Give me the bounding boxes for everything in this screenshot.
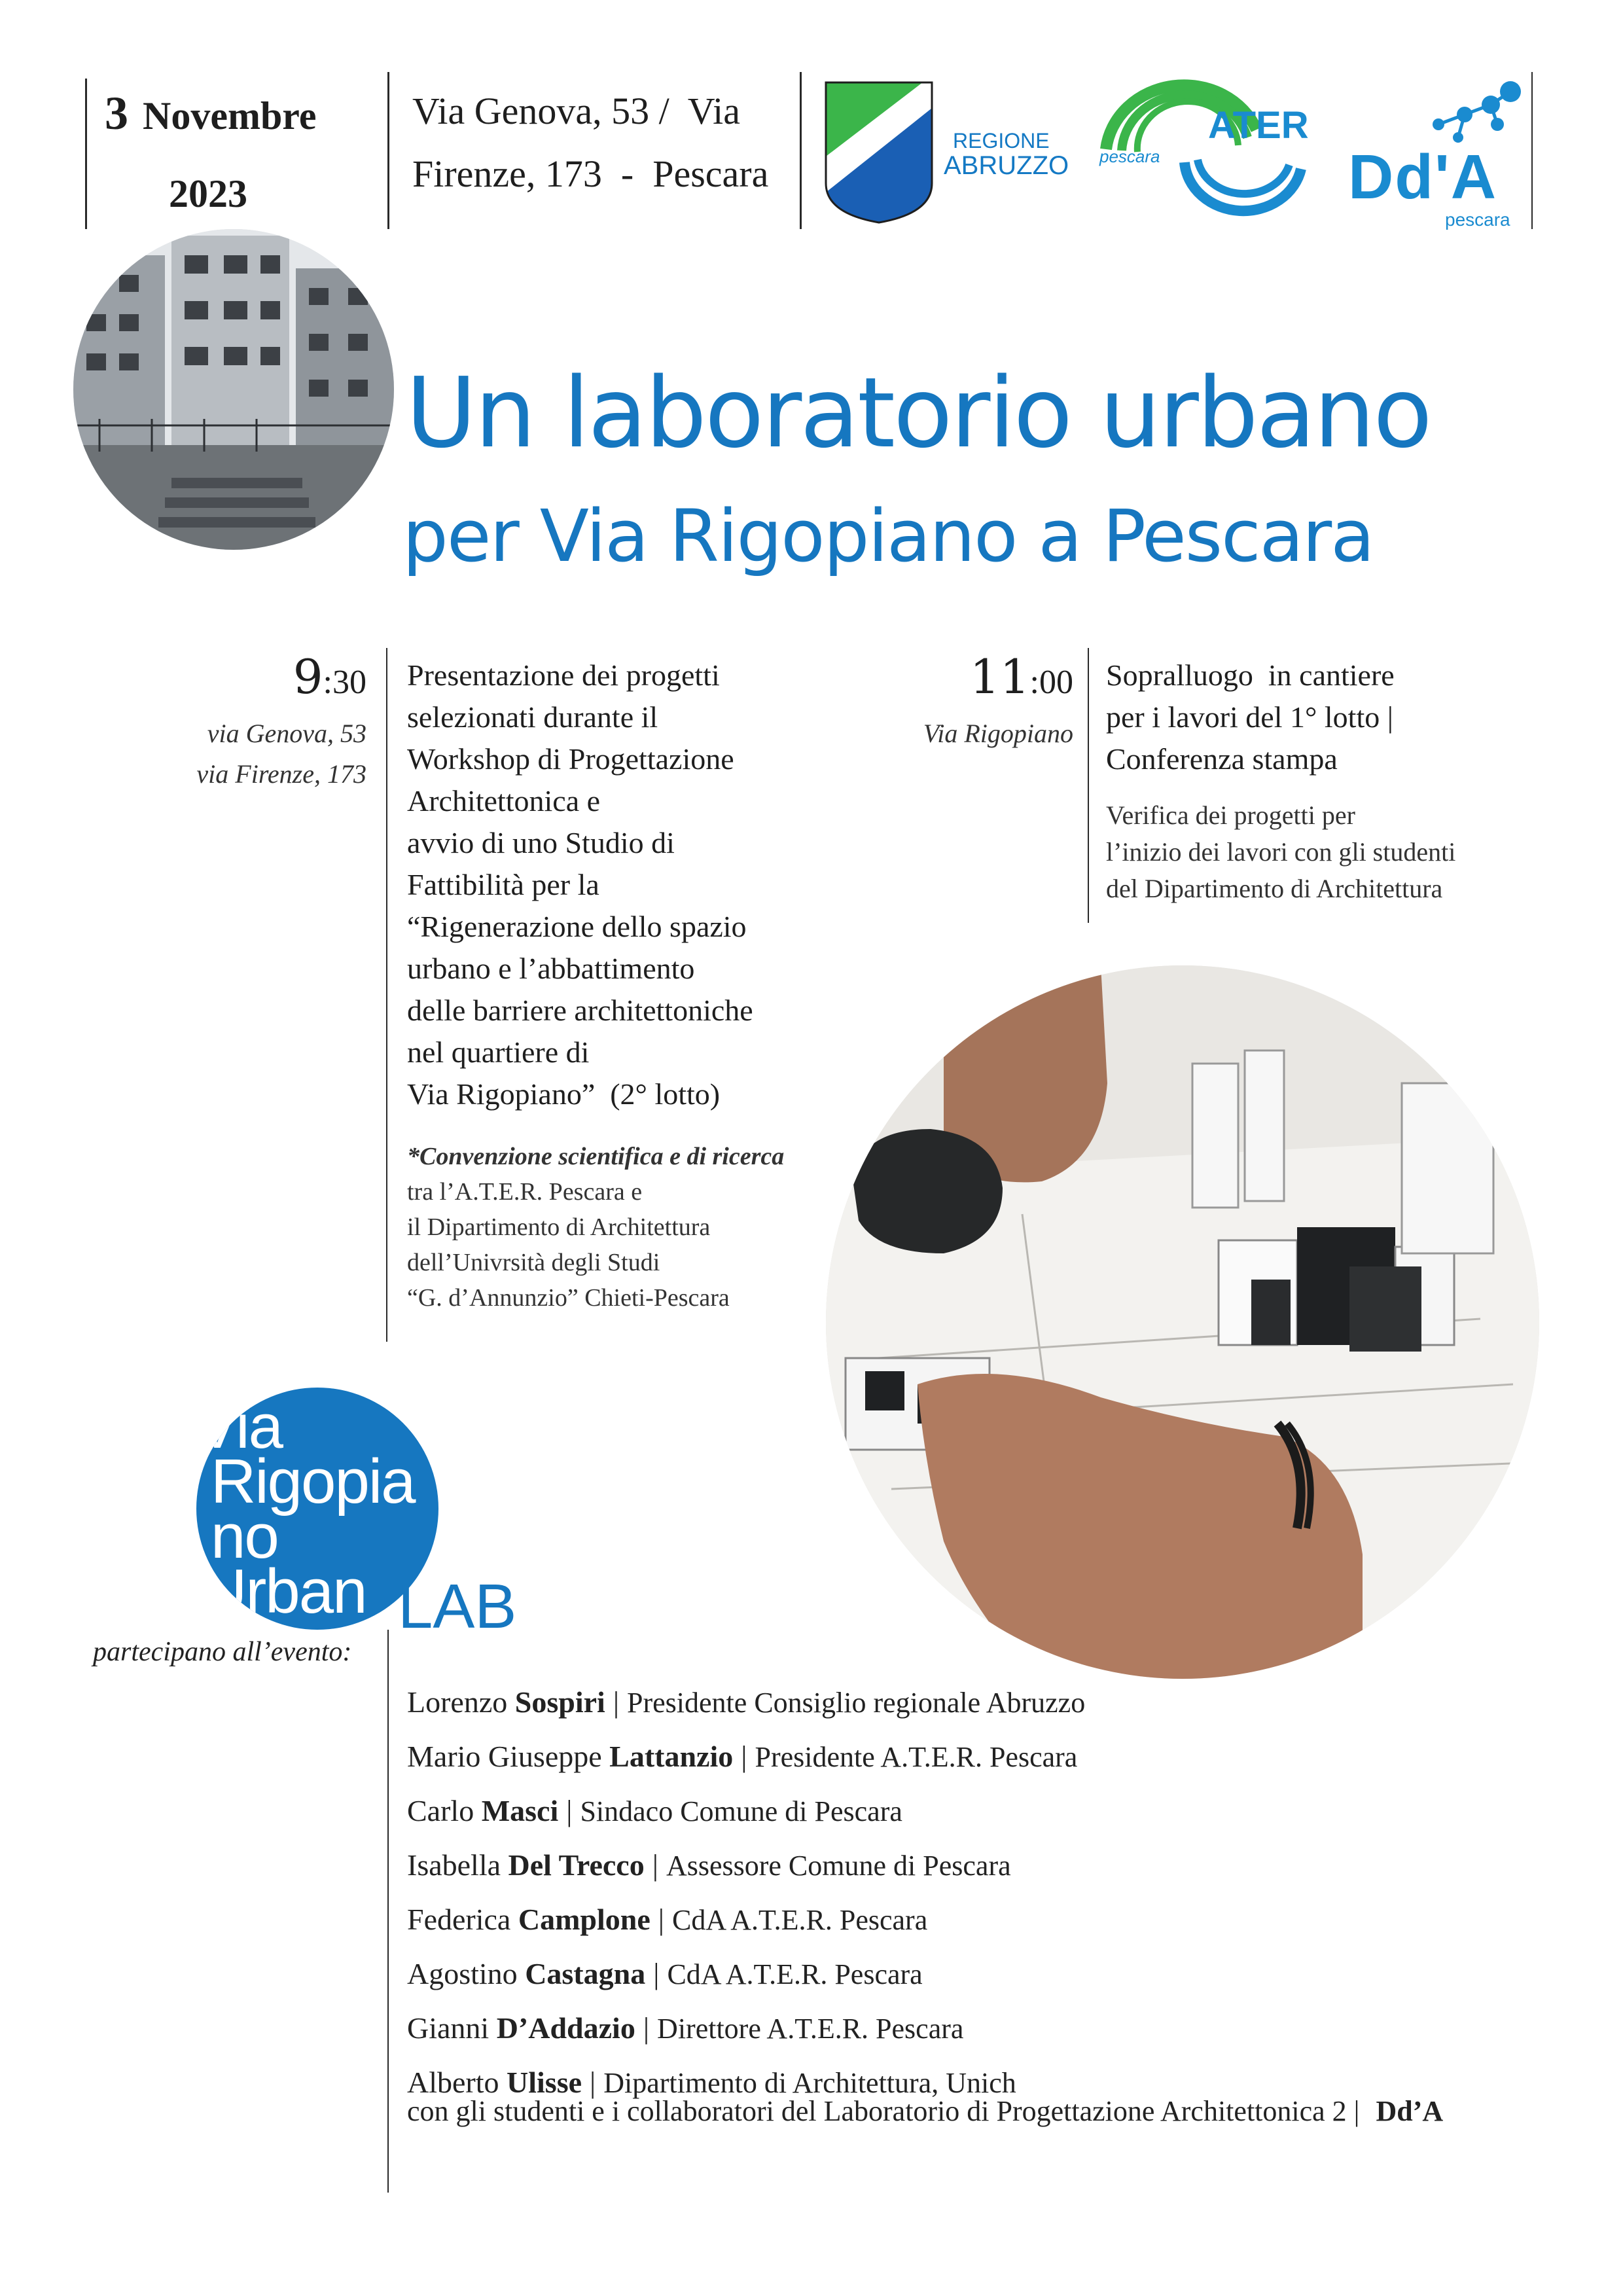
participant-separator: |: [653, 1957, 660, 1990]
participant-separator: |: [566, 1794, 573, 1827]
session1-description: [407, 655, 865, 1316]
participant-name: Carlo: [407, 1794, 482, 1827]
participant-role: Presidente A.T.E.R. Pescara: [755, 1741, 1078, 1773]
participant-row: [407, 1676, 1585, 1730]
session1-text-line: Fattibilità per la: [407, 868, 599, 901]
workshop-photo: [826, 965, 1539, 1679]
header-divider-far-right: [1531, 72, 1533, 229]
urbanlab-suffix: LAB: [398, 1571, 517, 1641]
session1-text-line: Workshop di Progettazione: [407, 742, 734, 776]
ater-name: ATER: [1208, 104, 1309, 147]
regione-line1: REGIONE: [953, 129, 1050, 152]
header-divider-middle: [387, 72, 389, 229]
main-title: Un laboratorio urbano: [406, 357, 1431, 469]
participant-surname: Lattanzio: [609, 1740, 734, 1773]
participant-name: Gianni: [407, 2011, 497, 2045]
participant-row: [407, 2001, 1585, 2056]
ater-city: pescara: [1099, 147, 1160, 166]
session1-text-line: avvio di uno Studio di: [407, 826, 675, 859]
building-photo: [73, 229, 394, 550]
header-divider-left: [85, 79, 87, 229]
architecture-model-illustration: [826, 965, 1539, 1679]
session1-text-line: Via Rigopiano” (2° lotto): [407, 1077, 721, 1111]
session2-text-line: Conferenza stampa: [1106, 742, 1338, 776]
participant-role: CdA A.T.E.R. Pescara: [671, 1904, 928, 1936]
participant-surname: Del Trecco: [508, 1848, 645, 1882]
session1-text-line: Presentazione dei progetti: [407, 658, 720, 692]
dda-pescara-logo: [1347, 79, 1543, 236]
event-date: [105, 77, 380, 225]
session1-location-line2: via Firenze, 173: [196, 759, 366, 789]
session1-minutes: :30: [323, 664, 366, 701]
participant-name: Agostino: [407, 1957, 526, 1990]
regione-abruzzo-logo: [823, 80, 1069, 230]
participant-row: [407, 1947, 1585, 2001]
convention-text-line: “G. d’Annunzio” Chieti-Pescara: [407, 1284, 730, 1312]
session2-hour: 11: [969, 649, 1030, 704]
dda-city: pescara: [1445, 209, 1510, 230]
address-line1: Via Genova, 53 / Via: [412, 90, 740, 132]
session1-text-line: selezionati durante il: [407, 700, 658, 734]
participant-name: Federica: [407, 1903, 518, 1936]
ater-pescara-logo: [1093, 77, 1335, 234]
convention-title: *Convenzione scientifica e di ricerca: [407, 1143, 785, 1170]
participant-separator: |: [643, 2011, 650, 2045]
participant-role: Presidente Consiglio regionale Abruzzo: [627, 1687, 1086, 1719]
session2-divider: [1088, 648, 1089, 923]
session2-time: [903, 649, 1073, 704]
participant-surname: Camplone: [518, 1903, 651, 1936]
participant-row: [407, 1784, 1585, 1839]
participant-role: CdA A.T.E.R. Pescara: [667, 1958, 923, 1990]
closing-line: [407, 2094, 1443, 2128]
participant-name: Alberto: [407, 2066, 507, 2099]
convention-text-line: dell’Univrsità degli Studi: [407, 1249, 660, 1276]
main-subtitle: per Via Rigopiano a Pescara: [402, 494, 1374, 578]
session2-location: Via Rigopiano: [923, 719, 1073, 748]
participant-role: Direttore A.T.E.R. Pescara: [657, 2013, 964, 2045]
session2-subtext-line: l’inizio dei lavori con gli studenti: [1106, 837, 1456, 867]
participant-surname: Castagna: [525, 1957, 646, 1990]
header-divider-right: [800, 72, 802, 229]
session1-text-line: “Rigenerazione dello spazio: [407, 910, 747, 943]
participant-name: Isabella: [407, 1848, 508, 1882]
regione-line2: ABRUZZO: [944, 151, 1069, 180]
participants-intro: partecipano all’evento:: [93, 1637, 352, 1667]
participant-surname: Sospiri: [514, 1685, 605, 1719]
session2-subtext-line: Verifica dei progetti per: [1106, 800, 1355, 830]
participant-role: Assessore Comune di Pescara: [666, 1850, 1011, 1882]
convention-note: [407, 1139, 865, 1316]
session1-text-line: nel quartiere di: [407, 1035, 590, 1069]
date-month: Novembre: [143, 94, 317, 137]
event-address: [412, 80, 805, 206]
session1-location-line1: via Genova, 53: [207, 719, 366, 748]
closing-bold: Dd’A: [1376, 2095, 1444, 2127]
participant-surname: Masci: [481, 1794, 559, 1827]
session1-text-line: Architettonica e: [407, 784, 601, 817]
participants-divider: [387, 1630, 389, 2193]
session1-location: [105, 713, 366, 795]
participant-row: [407, 1893, 1585, 1947]
session1-divider: [386, 648, 387, 1342]
apartment-buildings-illustration: [73, 229, 394, 550]
convention-text-line: il Dipartimento di Architettura: [407, 1213, 711, 1241]
participant-role: Sindaco Comune di Pescara: [580, 1795, 902, 1827]
session2-minutes: :00: [1029, 664, 1073, 701]
participants-list: [407, 1676, 1585, 2110]
convention-text-line: tra l’A.T.E.R. Pescara e: [407, 1178, 643, 1206]
urbanlab-logo: [196, 1388, 563, 1643]
participant-separator: |: [658, 1903, 664, 1936]
dda-name: Dd'A: [1348, 142, 1498, 212]
participant-row: [407, 1730, 1585, 1784]
urbanlab-line4: Urban: [202, 1556, 366, 1626]
abruzzo-shield-icon: [823, 80, 935, 225]
participant-separator: |: [613, 1685, 620, 1719]
participant-separator: |: [652, 1848, 658, 1882]
participant-role: Dipartimento di Architettura, Unich: [603, 2067, 1016, 2099]
session2-text-line: per i lavori del 1° lotto |: [1106, 700, 1393, 734]
address-line2: Firenze, 173 - Pescara: [412, 152, 769, 195]
participant-surname: Ulisse: [507, 2066, 582, 2099]
session1-text-line: urbano e l’abbattimento: [407, 952, 695, 985]
urbanlab-line3: no: [211, 1501, 278, 1571]
participant-surname: D’Addazio: [496, 2011, 635, 2045]
participant-separator: |: [590, 2066, 596, 2099]
date-year: 2023: [169, 172, 247, 215]
urbanlab-line2: Rigopia: [211, 1446, 415, 1516]
session2-subtext-line: del Dipartimento di Architettura: [1106, 874, 1443, 903]
session1-text-line: delle barriere architettoniche: [407, 994, 753, 1027]
session2-text-line: Sopralluogo in cantiere: [1106, 658, 1395, 692]
date-day: 3: [105, 87, 128, 139]
closing-text: con gli studenti e i collaboratori del Laboratorio di Progettazione Architettonica 2 |: [407, 2095, 1360, 2127]
participant-name: Lorenzo: [407, 1685, 515, 1719]
session1-time: [249, 649, 366, 704]
urbanlab-line1: Via: [196, 1391, 283, 1462]
participant-name: Mario Giuseppe: [407, 1740, 610, 1773]
participant-separator: |: [741, 1740, 747, 1773]
session2-description: [1106, 655, 1564, 907]
participant-row: [407, 1839, 1585, 1893]
session1-hour: 9: [293, 649, 323, 704]
